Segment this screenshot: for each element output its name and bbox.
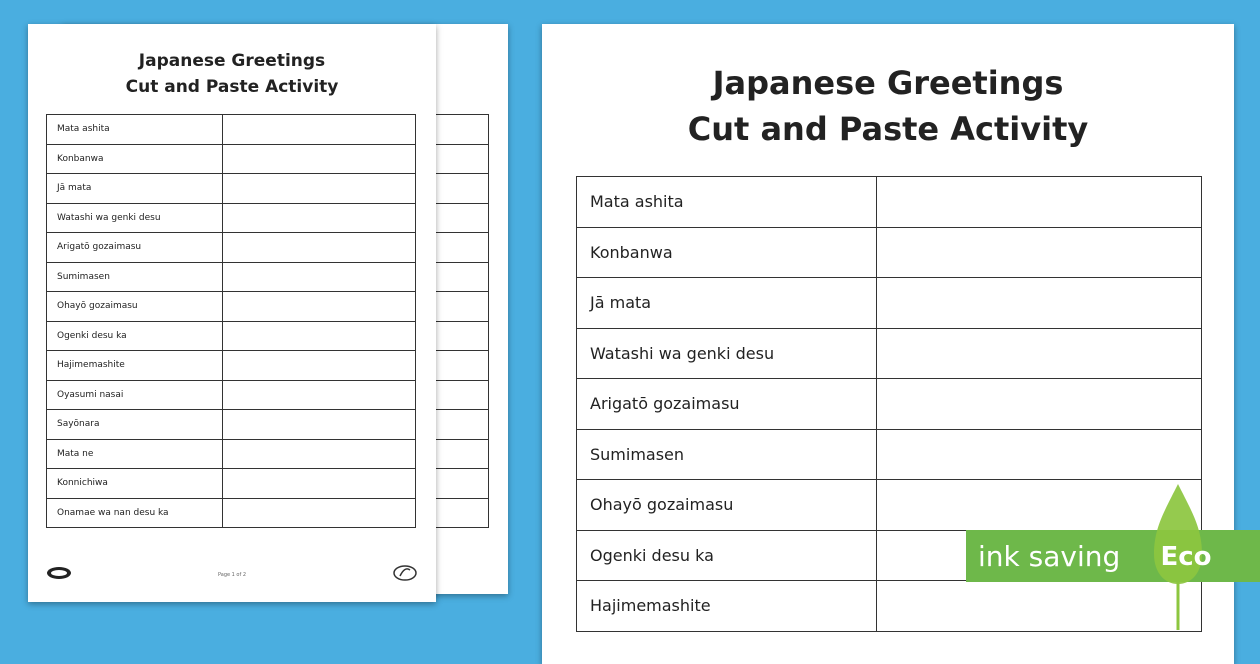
thumbnail-answer-cell — [223, 469, 416, 499]
thumbnail-row — [47, 144, 416, 174]
thumbnail-answer-cell — [223, 292, 416, 322]
thumbnail-answer-cell — [223, 203, 416, 233]
back-page-greeting-cell — [436, 174, 489, 204]
back-page-greeting-cell — [436, 233, 489, 263]
thumbnail-row — [47, 174, 416, 204]
thumbnail-answer-cell — [223, 262, 416, 292]
ink-saving-eco-badge — [966, 484, 1260, 630]
back-page-row — [436, 233, 489, 263]
eco-label: Eco — [1160, 542, 1212, 572]
back-page-row — [436, 115, 489, 145]
back-page-greeting-cell — [436, 439, 489, 469]
thumbnail-greeting-cell: Ohayō gozaimasu — [47, 292, 223, 322]
thumbnail-greeting-cell: Konnichiwa — [47, 469, 223, 499]
page-title-line1: Japanese Greetings — [712, 64, 1064, 102]
thumbnail-row — [47, 439, 416, 469]
page-title — [542, 60, 1234, 152]
greetings-row — [577, 379, 1202, 430]
back-page-greeting-cell — [436, 292, 489, 322]
greetings-row — [577, 278, 1202, 329]
greetings-greeting-cell: Hajimemashite — [577, 581, 877, 632]
greetings-row — [577, 429, 1202, 480]
thumbnail-row — [47, 469, 416, 499]
thumbnail-greeting-cell: Onamae wa nan desu ka — [47, 498, 223, 528]
back-page-greeting-cell — [436, 380, 489, 410]
eco-leaf-icon — [392, 564, 418, 582]
thumbnail-title — [28, 48, 436, 100]
greetings-answer-cell — [877, 328, 1202, 379]
back-page-greeting-cell — [436, 410, 489, 440]
page-number: Page 1 of 2 — [217, 572, 247, 578]
back-page-row — [436, 351, 489, 381]
back-page-row — [436, 262, 489, 292]
greetings-answer-cell — [877, 227, 1202, 278]
thumbnail-row — [47, 498, 416, 528]
back-page-greeting-cell — [436, 262, 489, 292]
thumbnail-answer-cell — [223, 144, 416, 174]
thumbnail-row — [47, 380, 416, 410]
back-page-row — [436, 321, 489, 351]
back-page-table — [435, 114, 489, 528]
thumbnail-greeting-cell: Arigatō gozaimasu — [47, 233, 223, 263]
back-page-row — [436, 203, 489, 233]
thumbnail-answer-cell — [223, 498, 416, 528]
back-page-greeting-cell — [436, 144, 489, 174]
thumbnail-greeting-cell: Hajimemashite — [47, 351, 223, 381]
thumbnail-answer-cell — [223, 174, 416, 204]
thumbnail-answer-cell — [223, 410, 416, 440]
greetings-row — [577, 227, 1202, 278]
back-page-greeting-cell — [436, 321, 489, 351]
thumbnail-greeting-cell: Mata ne — [47, 439, 223, 469]
worksheet-page-thumbnail — [28, 24, 436, 602]
back-page-greeting-cell — [436, 498, 489, 528]
thumbnail-greeting-cell: Oyasumi nasai — [47, 380, 223, 410]
back-page-greeting-cell — [436, 351, 489, 381]
page-title-line2: Cut and Paste Activity — [687, 110, 1089, 148]
thumbnail-answer-cell — [223, 351, 416, 381]
thumbnail-row — [47, 115, 416, 145]
thumbnail-row — [47, 233, 416, 263]
ink-saving-label: ink saving — [978, 540, 1121, 573]
back-page-row — [436, 144, 489, 174]
back-page-row — [436, 174, 489, 204]
greetings-greeting-cell: Ohayō gozaimasu — [577, 480, 877, 531]
greetings-answer-cell — [877, 379, 1202, 430]
thumbnail-greeting-cell: Ogenki desu ka — [47, 321, 223, 351]
thumbnail-row — [47, 351, 416, 381]
greetings-answer-cell — [877, 278, 1202, 329]
thumbnail-greeting-cell: Konbanwa — [47, 144, 223, 174]
back-page-row — [436, 439, 489, 469]
greetings-greeting-cell: Mata ashita — [577, 177, 877, 228]
thumbnail-answer-cell — [223, 321, 416, 351]
greetings-greeting-cell: Jā mata — [577, 278, 877, 329]
thumbnail-row — [47, 203, 416, 233]
thumbnail-row — [47, 410, 416, 440]
thumbnail-row — [47, 262, 416, 292]
back-page-row — [436, 410, 489, 440]
back-page-greeting-cell — [436, 203, 489, 233]
greetings-greeting-cell: Sumimasen — [577, 429, 877, 480]
greetings-row — [577, 328, 1202, 379]
greetings-greeting-cell: Arigatō gozaimasu — [577, 379, 877, 430]
greetings-greeting-cell: Konbanwa — [577, 227, 877, 278]
thumbnail-answer-cell — [223, 380, 416, 410]
thumbnail-answer-cell — [223, 115, 416, 145]
thumbnail-greeting-cell: Sumimasen — [47, 262, 223, 292]
back-page-row — [436, 498, 489, 528]
greetings-greeting-cell: Ogenki desu ka — [577, 530, 877, 581]
back-page-row — [436, 380, 489, 410]
back-page-greeting-cell — [436, 469, 489, 499]
greetings-row — [577, 177, 1202, 228]
thumbnail-answer-cell — [223, 439, 416, 469]
greetings-greeting-cell: Watashi wa genki desu — [577, 328, 877, 379]
thumbnail-greetings-table — [46, 114, 416, 528]
thumbnail-title-line1: Japanese Greetings — [138, 51, 326, 71]
thumbnail-row — [47, 292, 416, 322]
back-page-row — [436, 292, 489, 322]
thumbnail-answer-cell — [223, 233, 416, 263]
thumbnail-greeting-cell: Jā mata — [47, 174, 223, 204]
thumbnail-greeting-cell: Mata ashita — [47, 115, 223, 145]
back-page-greeting-cell — [436, 115, 489, 145]
thumbnail-greeting-cell: Sayōnara — [47, 410, 223, 440]
greetings-answer-cell — [877, 177, 1202, 228]
back-page-row — [436, 469, 489, 499]
thumbnail-greeting-cell: Watashi wa genki desu — [47, 203, 223, 233]
thumbnail-row — [47, 321, 416, 351]
thumbnail-title-line2: Cut and Paste Activity — [125, 77, 339, 97]
page-footer — [46, 564, 418, 584]
greetings-answer-cell — [877, 429, 1202, 480]
